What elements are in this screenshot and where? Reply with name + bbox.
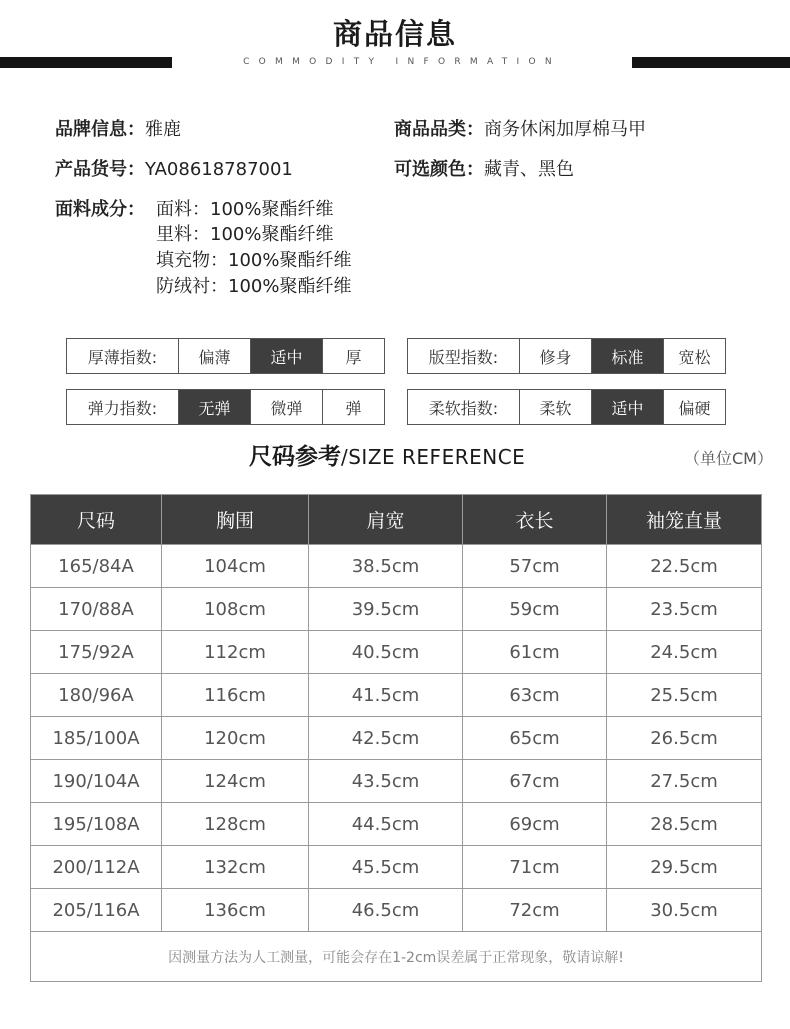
table-cell: 132cm	[162, 846, 309, 889]
table-cell: 136cm	[162, 889, 309, 932]
table-cell: 128cm	[162, 803, 309, 846]
table-cell: 65cm	[463, 717, 607, 760]
column-header: 胸围	[162, 495, 309, 545]
elasticity-index-label: 弹力指数:	[87, 398, 158, 418]
table-cell: 43.5cm	[309, 760, 463, 803]
softness-index	[407, 389, 726, 425]
table-row	[31, 717, 762, 760]
table-cell: 112cm	[162, 631, 309, 674]
table-cell: 71cm	[463, 846, 607, 889]
thickness-option: 偏薄	[178, 339, 250, 373]
brand-key: 品牌信息：	[55, 119, 145, 140]
page-title: 商品信息	[332, 17, 457, 51]
table-cell: 205/116A	[31, 889, 162, 932]
composition-key: 面料成分：	[55, 199, 145, 220]
table-cell: 69cm	[463, 803, 607, 846]
fit-index-label: 版型指数:	[428, 347, 499, 367]
table-cell: 116cm	[162, 674, 309, 717]
table-row	[31, 545, 762, 588]
table-row	[31, 631, 762, 674]
table-cell: 23.5cm	[607, 588, 762, 631]
table-row	[31, 846, 762, 889]
table-cell: 165/84A	[31, 545, 162, 588]
table-cell: 104cm	[162, 545, 309, 588]
thickness-index	[66, 338, 385, 374]
softness-option: 柔软	[519, 390, 591, 424]
table-cell: 180/96A	[31, 674, 162, 717]
table-row	[31, 588, 762, 631]
measurement-note: 因测量方法为人工测量，可能会存在1-2cm误差属于正常现象，敬请谅解!	[31, 932, 762, 982]
table-cell: 195/108A	[31, 803, 162, 846]
table-cell: 67cm	[463, 760, 607, 803]
header-divider-bar	[0, 57, 790, 68]
fit-index	[407, 338, 726, 374]
item-number-key: 产品货号：	[55, 159, 145, 180]
softness-option: 偏硬	[663, 390, 725, 424]
table-cell: 59cm	[463, 588, 607, 631]
thickness-option: 适中	[250, 339, 322, 373]
brand-info	[55, 115, 181, 141]
brand-value: 雅鹿	[145, 119, 181, 140]
table-cell: 22.5cm	[607, 545, 762, 588]
table-row	[31, 803, 762, 846]
table-cell: 27.5cm	[607, 760, 762, 803]
table-cell: 63cm	[463, 674, 607, 717]
column-header: 袖笼直量	[607, 495, 762, 545]
column-header: 衣长	[463, 495, 607, 545]
colors-value: 藏青、黑色	[484, 159, 574, 180]
table-cell: 41.5cm	[309, 674, 463, 717]
colors-info	[394, 155, 574, 181]
elasticity-option: 无弹	[178, 390, 250, 424]
composition-line: 填充物：100%聚酯纤维	[156, 250, 352, 271]
table-cell: 45.5cm	[309, 846, 463, 889]
table-cell: 61cm	[463, 631, 607, 674]
table-cell: 40.5cm	[309, 631, 463, 674]
table-cell: 38.5cm	[309, 545, 463, 588]
softness-index-label: 柔软指数:	[428, 398, 499, 418]
softness-option: 适中	[591, 390, 663, 424]
size-table	[30, 494, 762, 982]
table-cell: 200/112A	[31, 846, 162, 889]
table-cell: 124cm	[162, 760, 309, 803]
table-cell: 30.5cm	[607, 889, 762, 932]
item-number-info	[55, 155, 293, 181]
elasticity-index	[66, 389, 385, 425]
table-cell: 44.5cm	[309, 803, 463, 846]
elasticity-option: 微弹	[250, 390, 322, 424]
note-row	[31, 932, 762, 982]
table-cell: 120cm	[162, 717, 309, 760]
table-cell: 26.5cm	[607, 717, 762, 760]
table-cell: 190/104A	[31, 760, 162, 803]
thickness-option: 厚	[322, 339, 384, 373]
table-cell: 29.5cm	[607, 846, 762, 889]
table-cell: 108cm	[162, 588, 309, 631]
table-cell: 46.5cm	[309, 889, 463, 932]
table-cell: 24.5cm	[607, 631, 762, 674]
fit-option: 宽松	[663, 339, 725, 373]
thickness-index-label: 厚薄指数:	[87, 347, 158, 367]
fit-option: 标准	[591, 339, 663, 373]
category-info	[394, 115, 646, 141]
table-header-row	[31, 495, 762, 545]
unit-label: （单位CM）	[684, 449, 773, 468]
table-cell: 25.5cm	[607, 674, 762, 717]
page-subtitle: COMMODITY INFORMATION	[172, 57, 632, 68]
table-row	[31, 889, 762, 932]
table-cell: 42.5cm	[309, 717, 463, 760]
table-row	[31, 760, 762, 803]
colors-key: 可选颜色：	[394, 159, 484, 180]
table-cell: 175/92A	[31, 631, 162, 674]
column-header: 肩宽	[309, 495, 463, 545]
item-number-value: YA08618787001	[145, 159, 293, 180]
size-reference-title: 尺码参考/SIZE REFERENCE	[249, 444, 526, 470]
table-cell: 72cm	[463, 889, 607, 932]
category-value: 商务休闲加厚棉马甲	[484, 119, 646, 140]
table-cell: 39.5cm	[309, 588, 463, 631]
composition-line: 里料：100%聚酯纤维	[156, 224, 334, 245]
table-cell: 185/100A	[31, 717, 162, 760]
fit-option: 修身	[519, 339, 591, 373]
composition-line: 面料：100%聚酯纤维	[156, 199, 334, 220]
table-cell: 170/88A	[31, 588, 162, 631]
table-cell: 57cm	[463, 545, 607, 588]
column-header: 尺码	[31, 495, 162, 545]
composition-line: 防绒衬：100%聚酯纤维	[156, 276, 352, 297]
table-cell: 28.5cm	[607, 803, 762, 846]
elasticity-option: 弹	[322, 390, 384, 424]
category-key: 商品品类：	[394, 119, 484, 140]
table-row	[31, 674, 762, 717]
